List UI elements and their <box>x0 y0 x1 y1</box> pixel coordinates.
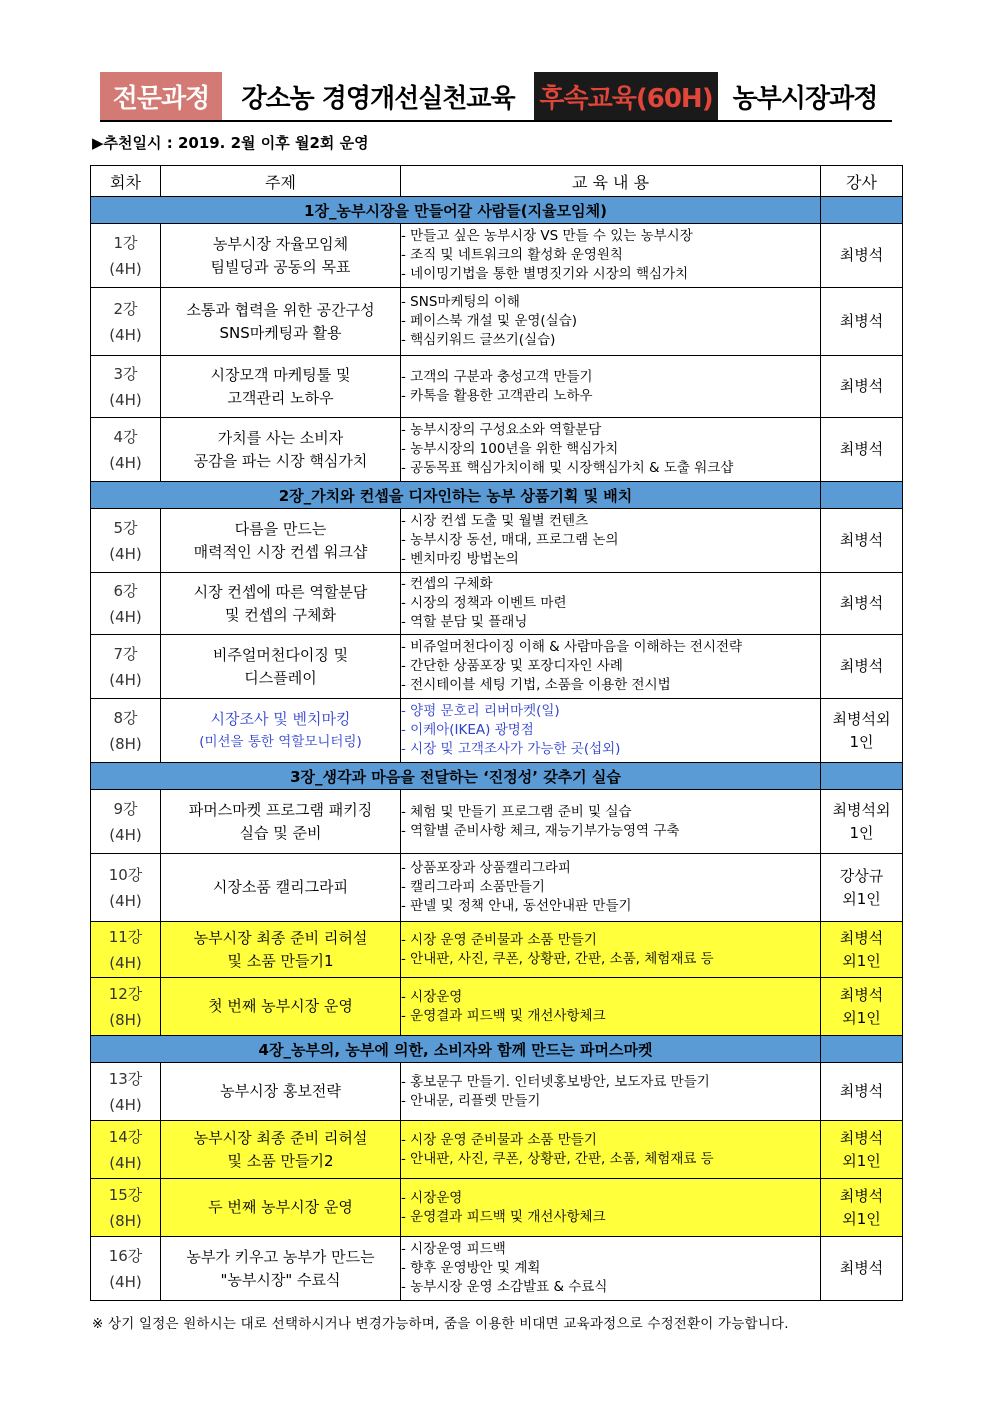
content-line: - 홍보문구 만들기. 인터넷홍보방안, 보도자료 만들기 <box>401 1073 710 1090</box>
session-number: 16강 <box>108 1246 143 1265</box>
content-cell <box>401 418 821 482</box>
content-line: - 안내판, 사진, 쿠폰, 상황판, 간판, 소품, 체험재료 등 <box>401 950 714 967</box>
instructor-cell <box>821 978 903 1036</box>
session-cell <box>91 356 161 418</box>
content-line: - 이케아(IKEA) 광명점 <box>401 722 534 738</box>
topic-line: 매력적인 시장 컨셉 워크샵 <box>193 542 368 561</box>
instructor-line: 최병석 <box>839 440 884 458</box>
topic-cell <box>161 509 401 573</box>
session-cell <box>91 978 161 1036</box>
content-cell <box>401 573 821 635</box>
content-cell <box>401 1063 821 1121</box>
session-cell <box>91 1237 161 1301</box>
chapter-row <box>91 763 903 790</box>
content-cell <box>401 288 821 356</box>
content-line: - 시장 운영 준비물과 소품 만들기 <box>401 1131 597 1148</box>
program-title: 강소농 경영개선실천교육 <box>222 72 534 120</box>
topic-line: "농부시장" 수료식 <box>220 1270 341 1289</box>
topic-line: 농부시장 자율모임체 <box>212 234 349 253</box>
topic-line: 시장모객 마케팅툴 및 <box>210 365 351 384</box>
session-cell <box>91 854 161 922</box>
instructor-line: 최병석 <box>839 594 884 612</box>
topic-line: 농부가 키우고 농부가 만드는 <box>186 1247 375 1266</box>
session-row <box>91 224 903 288</box>
content-cell <box>401 1237 821 1301</box>
topic-line: 시장조사 및 벤치마킹 <box>210 709 351 728</box>
session-row <box>91 356 903 418</box>
topic-line: 및 컨셉의 구체화 <box>225 605 336 624</box>
topic-cell <box>161 573 401 635</box>
session-number: 4강 <box>113 427 138 446</box>
content-line: - 역할별 준비사항 체크, 재능기부가능영역 구축 <box>401 822 680 839</box>
col-header-content: 교 육 내 용 <box>401 166 821 197</box>
topic-cell <box>161 224 401 288</box>
session-number: 15강 <box>108 1185 143 1204</box>
session-hours: (4H) <box>109 390 142 409</box>
session-row <box>91 1237 903 1301</box>
content-line: - 캘리그라피 소품만들기 <box>401 879 545 895</box>
topic-cell <box>161 854 401 922</box>
content-line: - 판넬 및 정책 안내, 동선안내판 만들기 <box>401 898 632 914</box>
recommended-schedule: ▶추천일시 : 2019. 2월 이후 월2회 운영 <box>92 134 369 152</box>
instructor-line: 최병석 <box>839 928 884 947</box>
instructor-line: 최병석 <box>839 1186 884 1205</box>
curriculum-table <box>90 165 903 1301</box>
instructor-cell <box>821 854 903 922</box>
session-row <box>91 699 903 763</box>
topic-line: 농부시장 최종 준비 리허설 <box>193 928 368 947</box>
instructor-line: 최병석 <box>839 985 884 1004</box>
session-hours: (4H) <box>109 259 142 278</box>
session-hours: (4H) <box>109 825 142 844</box>
session-row <box>91 288 903 356</box>
topic-line: 두 번째 농부시장 운영 <box>208 1198 353 1216</box>
topic-cell <box>161 288 401 356</box>
session-row <box>91 922 903 978</box>
session-cell <box>91 635 161 699</box>
session-number: 13강 <box>108 1069 143 1088</box>
session-number: 2강 <box>113 299 138 318</box>
topic-line: 농부시장 최종 준비 리허설 <box>193 1128 368 1147</box>
topic-line: 농부시장 홍보전략 <box>220 1082 341 1100</box>
session-cell <box>91 790 161 854</box>
session-hours: (4H) <box>109 607 142 626</box>
session-row <box>91 573 903 635</box>
content-line: - 만들고 싶은 농부시장 VS 만들 수 있는 농부시장 <box>401 228 693 244</box>
topic-line: 가치를 사는 소비자 <box>217 428 344 447</box>
instructor-line: 외1인 <box>842 951 881 970</box>
topic-line: 팀빌딩과 공동의 목표 <box>210 257 351 276</box>
session-hours: (8H) <box>109 1211 142 1230</box>
specialist-course-label: 전문과정 <box>100 72 222 120</box>
content-cell <box>401 1121 821 1179</box>
session-row <box>91 1179 903 1237</box>
chapter-title: 2장_가치와 컨셉을 디자인하는 농부 상품기획 및 배치 <box>91 482 821 509</box>
session-number: 5강 <box>113 518 138 537</box>
instructor-cell <box>821 288 903 356</box>
instructor-line: 최병석 <box>839 531 884 549</box>
content-line: - 시장 및 고객조사가 가능한 곳(섭외) <box>401 741 621 757</box>
topic-line: (미션을 통한 역할모니터링) <box>199 733 362 750</box>
instructor-cell <box>821 635 903 699</box>
chapter-row <box>91 482 903 509</box>
topic-line: 및 소품 만들기2 <box>227 1151 334 1170</box>
topic-cell <box>161 1121 401 1179</box>
instructor-cell <box>821 1179 903 1237</box>
session-cell <box>91 922 161 978</box>
col-header-session: 회차 <box>91 166 161 197</box>
col-header-instructor: 강사 <box>821 166 903 197</box>
content-line: - 조직 및 네트워크의 활성화 운영원칙 <box>401 247 623 263</box>
chapter-bar-end <box>821 763 903 790</box>
session-row <box>91 854 903 922</box>
session-cell <box>91 1063 161 1121</box>
session-hours: (4H) <box>109 325 142 344</box>
session-hours: (4H) <box>109 891 142 910</box>
session-cell <box>91 224 161 288</box>
session-number: 6강 <box>113 581 138 600</box>
topic-line: 소통과 협력을 위한 공간구성 <box>186 300 375 319</box>
topic-cell <box>161 418 401 482</box>
session-hours: (4H) <box>109 953 142 972</box>
session-hours: (8H) <box>109 1010 142 1029</box>
session-hours: (4H) <box>109 453 142 472</box>
content-line: - 농부시장 운영 소감발표 & 수료식 <box>401 1279 608 1295</box>
content-line: - 시장의 정책과 이벤트 마련 <box>401 595 567 611</box>
instructor-line: 1인 <box>849 823 874 842</box>
content-line: - 컨셉의 구체화 <box>401 576 493 592</box>
instructor-cell <box>821 418 903 482</box>
content-line: - 시장운영 <box>401 988 463 1005</box>
instructor-line: 외1인 <box>842 1209 881 1228</box>
chapter-title: 4장_농부의, 농부에 의한, 소비자와 함께 만드는 파머스마켓 <box>91 1036 821 1063</box>
content-line: - 향후 운영방안 및 계획 <box>401 1260 541 1276</box>
session-cell <box>91 288 161 356</box>
topic-line: 디스플레이 <box>244 668 317 687</box>
instructor-line: 강상규 <box>839 866 884 885</box>
instructor-cell <box>821 922 903 978</box>
session-row <box>91 978 903 1036</box>
session-row <box>91 418 903 482</box>
document-header <box>100 72 892 122</box>
col-header-topic: 주제 <box>161 166 401 197</box>
topic-line: 시장 컨셉에 따른 역할분담 <box>193 582 368 601</box>
session-cell <box>91 699 161 763</box>
instructor-line: 최병석 <box>839 1082 884 1100</box>
topic-cell <box>161 356 401 418</box>
content-line: - 농부시장의 구성요소와 역할분담 <box>401 422 602 438</box>
session-number: 12강 <box>108 984 143 1003</box>
content-line: - 벤치마킹 방법논의 <box>401 551 519 567</box>
content-cell <box>401 224 821 288</box>
session-cell <box>91 509 161 573</box>
instructor-line: 외1인 <box>842 1151 881 1170</box>
topic-line: 시장소품 캘리그라피 <box>212 878 349 896</box>
table-header-row <box>91 166 903 197</box>
content-line: - 고객의 구분과 충성고객 만들기 <box>401 368 593 385</box>
content-line: - 시장 운영 준비물과 소품 만들기 <box>401 931 597 948</box>
session-cell <box>91 418 161 482</box>
chapter-bar-end <box>821 1036 903 1063</box>
chapter-bar-end <box>821 482 903 509</box>
content-line: - 페이스북 개설 및 운영(실습) <box>401 313 578 329</box>
followup-education-label: 후속교육(60H) <box>534 72 718 120</box>
content-line: - 안내판, 사진, 쿠폰, 상황판, 간판, 소품, 체험재료 등 <box>401 1150 714 1167</box>
topic-line: 비주얼머천다이징 및 <box>212 645 349 664</box>
instructor-cell <box>821 573 903 635</box>
curriculum-body <box>91 197 903 1301</box>
session-number: 10강 <box>108 865 143 884</box>
content-cell <box>401 854 821 922</box>
topic-cell <box>161 1237 401 1301</box>
instructor-cell <box>821 1121 903 1179</box>
instructor-cell <box>821 1063 903 1121</box>
content-line: - 간단한 상품포장 및 포장디자인 사례 <box>401 658 623 674</box>
session-row <box>91 1121 903 1179</box>
session-hours: (4H) <box>109 544 142 563</box>
content-line: - 네이밍기법을 통한 별명짓기와 시장의 핵심가치 <box>401 266 689 282</box>
instructor-line: 최병석외 <box>832 709 891 728</box>
session-row <box>91 635 903 699</box>
topic-line: 파머스마켓 프로그램 패키징 <box>188 800 373 819</box>
session-cell <box>91 573 161 635</box>
content-cell <box>401 922 821 978</box>
instructor-cell <box>821 224 903 288</box>
content-cell <box>401 356 821 418</box>
topic-cell <box>161 922 401 978</box>
content-cell <box>401 790 821 854</box>
instructor-cell <box>821 1237 903 1301</box>
session-cell <box>91 1179 161 1237</box>
content-line: - 시장 컨셉 도출 및 월별 컨텐츠 <box>401 513 589 529</box>
content-line: - 운영결과 피드백 및 개선사항체크 <box>401 1208 606 1225</box>
session-row <box>91 1063 903 1121</box>
footnote: ※ 상기 일정은 원하시는 대로 선택하시거나 변경가능하며, 줌을 이용한 비대면 교육과정으로 수정전환이 가능합니다. <box>92 1316 789 1332</box>
instructor-cell <box>821 356 903 418</box>
content-line: - 운영결과 피드백 및 개선사항체크 <box>401 1007 606 1024</box>
chapter-row <box>91 197 903 224</box>
instructor-cell <box>821 790 903 854</box>
topic-line: 다름을 만드는 <box>234 519 327 538</box>
session-number: 1강 <box>113 233 138 252</box>
topic-line: 첫 번째 농부시장 운영 <box>208 997 353 1015</box>
instructor-line: 최병석 <box>839 246 884 264</box>
instructor-line: 최병석외 <box>832 800 891 819</box>
instructor-cell <box>821 509 903 573</box>
instructor-line: 외1인 <box>842 889 881 908</box>
session-number: 14강 <box>108 1127 143 1146</box>
session-number: 11강 <box>108 927 143 946</box>
session-number: 7강 <box>113 644 138 663</box>
content-line: - 비쥬얼머천다이징 이해 & 사람마음을 이해하는 전시전략 <box>401 639 743 655</box>
instructor-line: 최병석 <box>839 1128 884 1147</box>
topic-cell <box>161 699 401 763</box>
session-row <box>91 509 903 573</box>
content-cell <box>401 699 821 763</box>
content-cell <box>401 509 821 573</box>
topic-cell <box>161 635 401 699</box>
topic-line: 실습 및 준비 <box>239 823 322 842</box>
session-hours: (4H) <box>109 1095 142 1114</box>
session-hours: (8H) <box>109 734 142 753</box>
topic-cell <box>161 978 401 1036</box>
session-cell <box>91 1121 161 1179</box>
topic-line: 공감을 파는 시장 핵심가치 <box>193 451 368 470</box>
content-cell <box>401 978 821 1036</box>
content-line: - 공동목표 핵심가치이해 및 시장핵심가치 & 도출 워크샵 <box>401 460 734 476</box>
content-line: - 카톡을 활용한 고객관리 노하우 <box>401 387 593 404</box>
chapter-row <box>91 1036 903 1063</box>
topic-cell <box>161 1179 401 1237</box>
topic-line: 고객관리 노하우 <box>227 388 334 407</box>
topic-cell <box>161 790 401 854</box>
chapter-title: 1장_농부시장을 만들어갈 사람들(지율모임체) <box>91 197 821 224</box>
session-number: 3강 <box>113 364 138 383</box>
session-hours: (4H) <box>109 1153 142 1172</box>
content-line: - 양평 문호리 리버마켓(일) <box>401 703 560 719</box>
instructor-line: 최병석 <box>839 377 884 395</box>
chapter-title: 3장_생각과 마음을 전달하는 ‘진정성’ 갖추기 실습 <box>91 763 821 790</box>
content-cell <box>401 1179 821 1237</box>
content-line: - 핵심키워드 글쓰기(실습) <box>401 332 556 348</box>
topic-cell <box>161 1063 401 1121</box>
topic-line: 및 소품 만들기1 <box>227 951 334 970</box>
content-line: - 시장운영 <box>401 1189 463 1206</box>
content-cell <box>401 635 821 699</box>
content-line: - 안내문, 리플렛 만들기 <box>401 1092 541 1109</box>
session-number: 8강 <box>113 708 138 727</box>
content-line: - 전시테이블 세팅 기법, 소품을 이용한 전시법 <box>401 677 671 693</box>
instructor-line: 최병석 <box>839 1259 884 1277</box>
topic-line: SNS마케팅과 활용 <box>219 323 342 342</box>
content-line: - 농부시장 동선, 매대, 프로그램 논의 <box>401 532 619 548</box>
instructor-line: 최병석 <box>839 657 884 675</box>
session-hours: (4H) <box>109 670 142 689</box>
session-row <box>91 790 903 854</box>
content-line: - SNS마케팅의 이해 <box>401 294 520 310</box>
content-line: - 역할 분담 및 플래닝 <box>401 614 528 630</box>
instructor-line: 최병석 <box>839 312 884 330</box>
course-name: 농부시장과정 <box>718 72 892 120</box>
instructor-line: 1인 <box>849 732 874 751</box>
content-line: - 시장운영 피드백 <box>401 1241 506 1257</box>
instructor-cell <box>821 699 903 763</box>
session-hours: (4H) <box>109 1272 142 1291</box>
content-line: - 농부시장의 100년을 위한 핵심가치 <box>401 441 619 457</box>
session-number: 9강 <box>113 799 138 818</box>
chapter-bar-end <box>821 197 903 224</box>
instructor-line: 외1인 <box>842 1008 881 1027</box>
content-line: - 체험 및 만들기 프로그램 준비 및 실습 <box>401 803 632 820</box>
content-line: - 상품포장과 상품캘리그라피 <box>401 860 571 876</box>
